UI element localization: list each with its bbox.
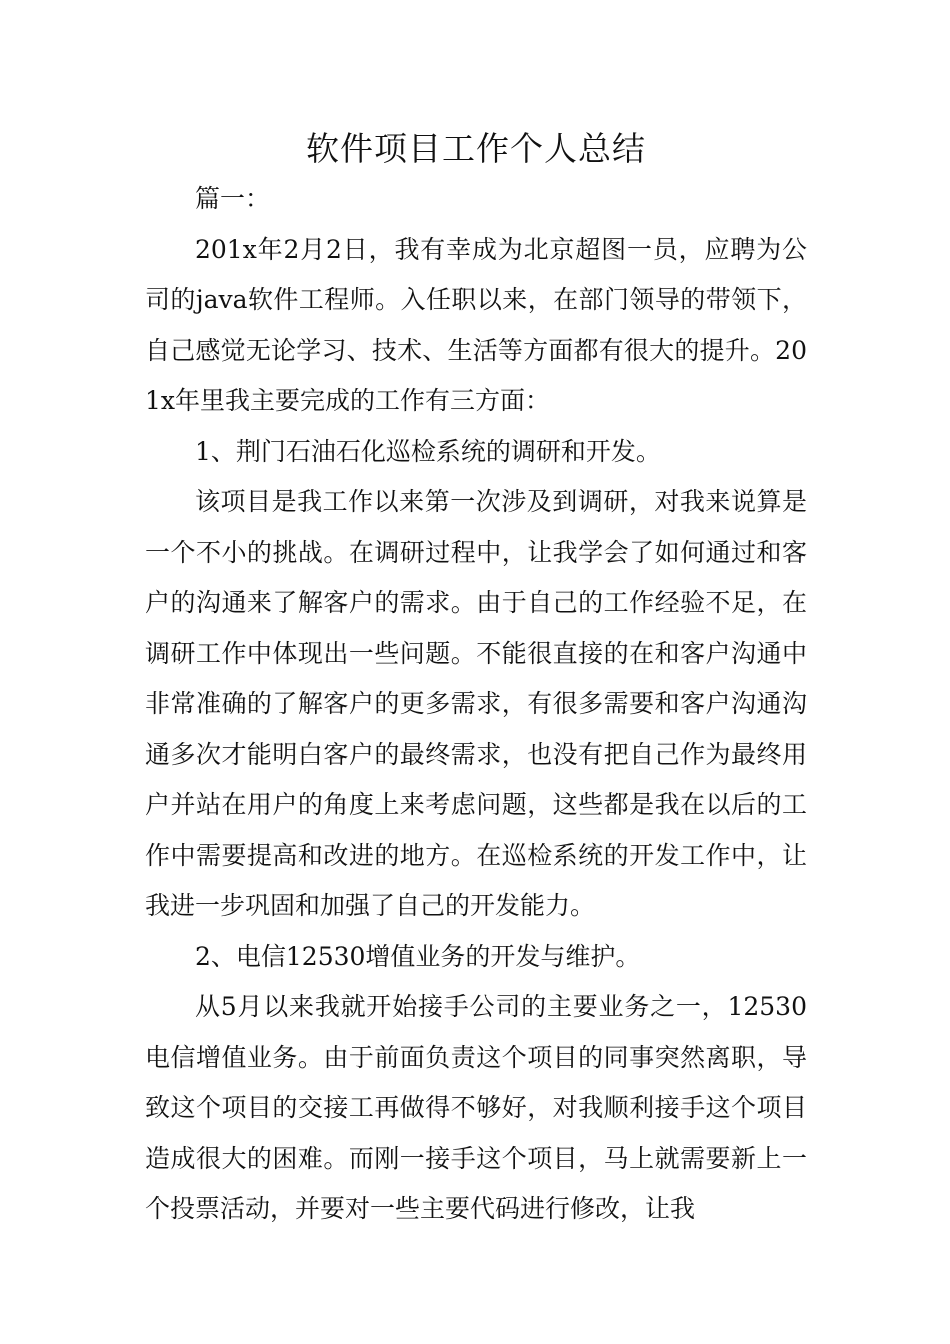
item-heading-1: 1、荆门石油石化巡检系统的调研和开发。	[195, 436, 661, 466]
paragraph-item-2: 从5月以来我就开始接手公司的主要业务之一，12530电信增值业务。由于前面负责这个项目的同事突然离职，导致这个项目的交接工再做得不够好，对我顺利接手这个项目造成很大的困难。而刚一接手这个项目，马上就需要新上一个投票活动，并要对一些主要代码进行修改，让我	[145, 992, 807, 1223]
document-page	[145, 124, 807, 1235]
paragraph-intro: 201x年2月2日，我有幸成为北京超图一员，应聘为公司的java软件工程师。入任职以来，在部门领导的带领下，自己感觉无论学习、技术、生活等方面都有很大的提升。201x年里我主要完成的工作有三方面：	[145, 234, 807, 415]
document-title: 软件项目工作个人总结	[306, 129, 646, 168]
section-heading: 篇一：	[195, 184, 271, 213]
paragraph-item-1: 该项目是我工作以来第一次涉及到调研，对我来说算是一个不小的挑战。在调研过程中，让我学会了如何通过和客户的沟通来了解客户的需求。由于自己的工作经验不足，在调研工作中体现出一些问题。不能很直接的在和客户沟通中非常准确的了解客户的更多需求，有很多需要和客户沟通沟通多次才能明白客户的最终需求，也没有把自己作为最终用户并站在用户的角度上来考虑问题，这些都是我在以后的工作中需要提高和改进的地方。在巡检系统的开发工作中，让我进一步巩固和加强了自己的开发能力。	[145, 487, 807, 920]
item-heading-2: 2、电信12530增值业务的开发与维护。	[195, 941, 641, 971]
